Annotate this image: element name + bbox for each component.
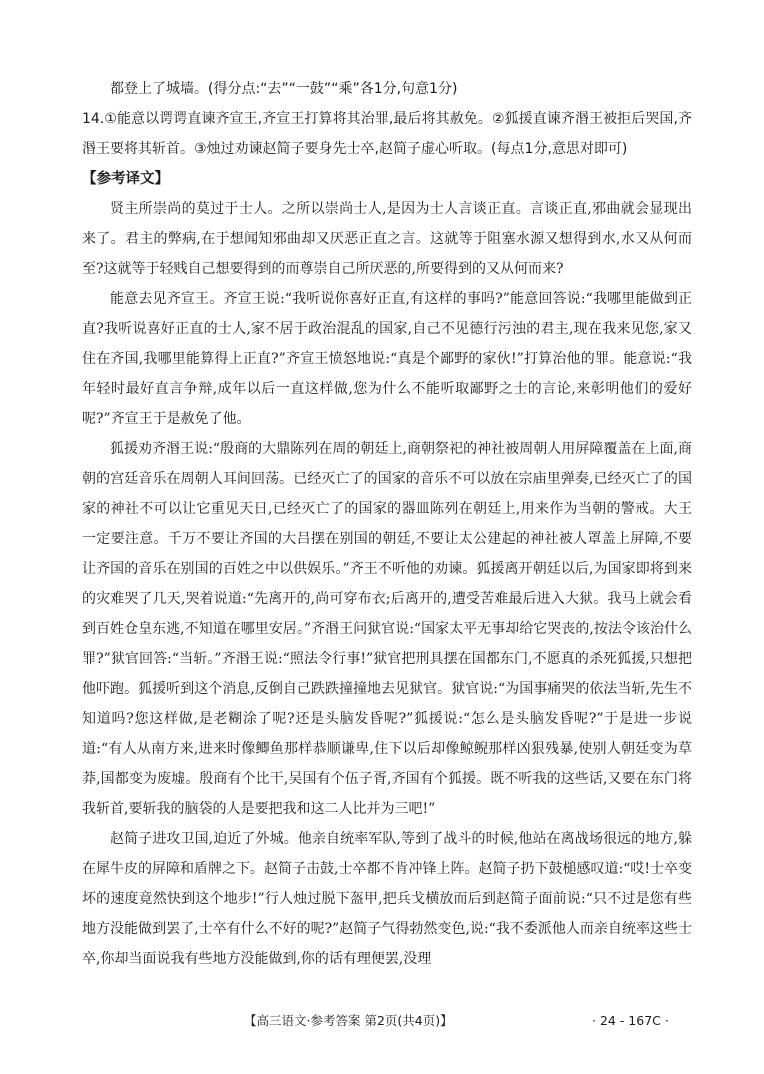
translation-paragraph-4: 赵简子进攻卫国,迫近了外城。他亲自统率军队,等到了战斗的时候,他站在离战场很远的地方,躲在犀牛皮的屏障和盾牌之下。赵简子击鼓,士卒都不肯冲锋上阵。赵简子扔下鼓槌感叹道:“哎!士卒变坏的速度竟然快到这个地步!”行人烛过脱下盔甲,把兵戈横放而后到赵简子面前说:“只不过是您有些地方没能做到罢了,士卒有什么不好的呢?”赵简子气得勃然变色,说:“我不委派他人而亲自统率这些士卒,你却当面说我有些地方没能做到,你的话有理便罢,没理	[82, 831, 692, 967]
footer-code: · 24 - 167C ·	[592, 1013, 669, 1028]
answer-14: 14.①能意以谔谔直谏齐宣王,齐宣王打算将其治罪,最后将其赦免。②狐援直谏齐湣王被拒后哭国,齐湣王要将其斩首。③烛过劝谏赵简子要身先士卒,赵简子虚心听取。(每点1分,意思对即可)	[82, 111, 692, 157]
translation-paragraph-3: 狐援劝齐湣王说:“殷商的大鼎陈列在周的朝廷上,商朝祭祀的神社被周朝人用屏障覆盖在上面,商朝的宫廷音乐在周朝人耳间回荡。已经灭亡了的国家的音乐不可以放在宗庙里弹奏,已经灭亡了的国家的神社不可以让它重见天日,已经灭亡了的国家的器皿陈列在朝廷上,用来作为当朝的警戒。大王一定要注意。千万不要让齐国的大吕摆在别国的朝廷,不要让太公建起的神社被人罩盖上屏障,不要让齐国的音乐在别国的百姓之中以供娱乐。”齐王不听他的劝谏。狐援离开朝廷以后,为国家即将到来的灾难哭了几天,哭着说道:“先离开的,尚可穿布衣;后离开的,遭受苦难最后进入大狱。我马上就会看到百姓仓皇东逃,不知道在哪里安居。”齐湣王问狱官说:“国家太平无事却给它哭丧的,按法令该治什么罪?”狱官回答:“当斩。”齐湣王说:“照法令行事!”狱官把刑具摆在国都东门,不愿真的杀死狐援,只想把他吓跑。狐援听到这个消息,反倒自己跌跌撞撞地去见狱官。狱官说:“为国事痛哭的依法当斩,先生不知道吗?您这样做,是老糊涂了呢?还是头脑发昏呢?”狐援说:“怎么是头脑发昏呢?”于是进一步说道:“有人从南方来,进来时像鲫鱼那样恭顺谦卑,住下以后却像鲸鲵那样凶狠残暴,使别人朝廷变为草莽,国都变为废墟。殷商有个比干,吴国有个伍子胥,齐国有个狐援。既不听我的这些话,又要在东门将我斩首,要斩我的脑袋的人是要把我和这二人比并为三吧!”	[82, 441, 692, 817]
translation-heading: 【参考译文】	[82, 171, 169, 187]
translation-paragraph-2: 能意去见齐宣王。齐宣王说:“我听说你喜好正直,有这样的事吗?”能意回答说:“我哪里能做到正直?我听说喜好正直的士人,家不居于政治混乱的国家,自己不见德行污浊的君主,现在我来见您,家又住在齐国,我哪里能算得上正直?”齐宣王愤怒地说:“真是个鄙野的家伙!”打算治他的罪。能意说:“我年轻时最好直言争辩,成年以后一直这样做,您为什么不能听取鄙野之士的言论,来彰明他们的爱好呢?”齐宣王于是赦免了他。	[82, 291, 692, 427]
translation-paragraph-1: 贤主所崇尚的莫过于士人。之所以崇尚士人,是因为士人言谈正直。言谈正直,邪曲就会显现出来了。君主的弊病,在于想闻知邪曲却又厌恶正直之言。这就等于阻塞水源又想得到水,水又从何而至?这就等于轻贱自己想要得到的而尊崇自己所厌恶的,所要得到的又从何而来?	[82, 201, 692, 277]
footer-title: 【高三语文·参考答案 第2页(共4页)】	[244, 1013, 453, 1028]
page-footer	[0, 1010, 764, 1032]
answer-13-continuation: 都登上了城墙。(得分点:“去”“一鼓”“乘”各1分,句意1分)	[110, 81, 458, 97]
page-content	[82, 74, 692, 974]
